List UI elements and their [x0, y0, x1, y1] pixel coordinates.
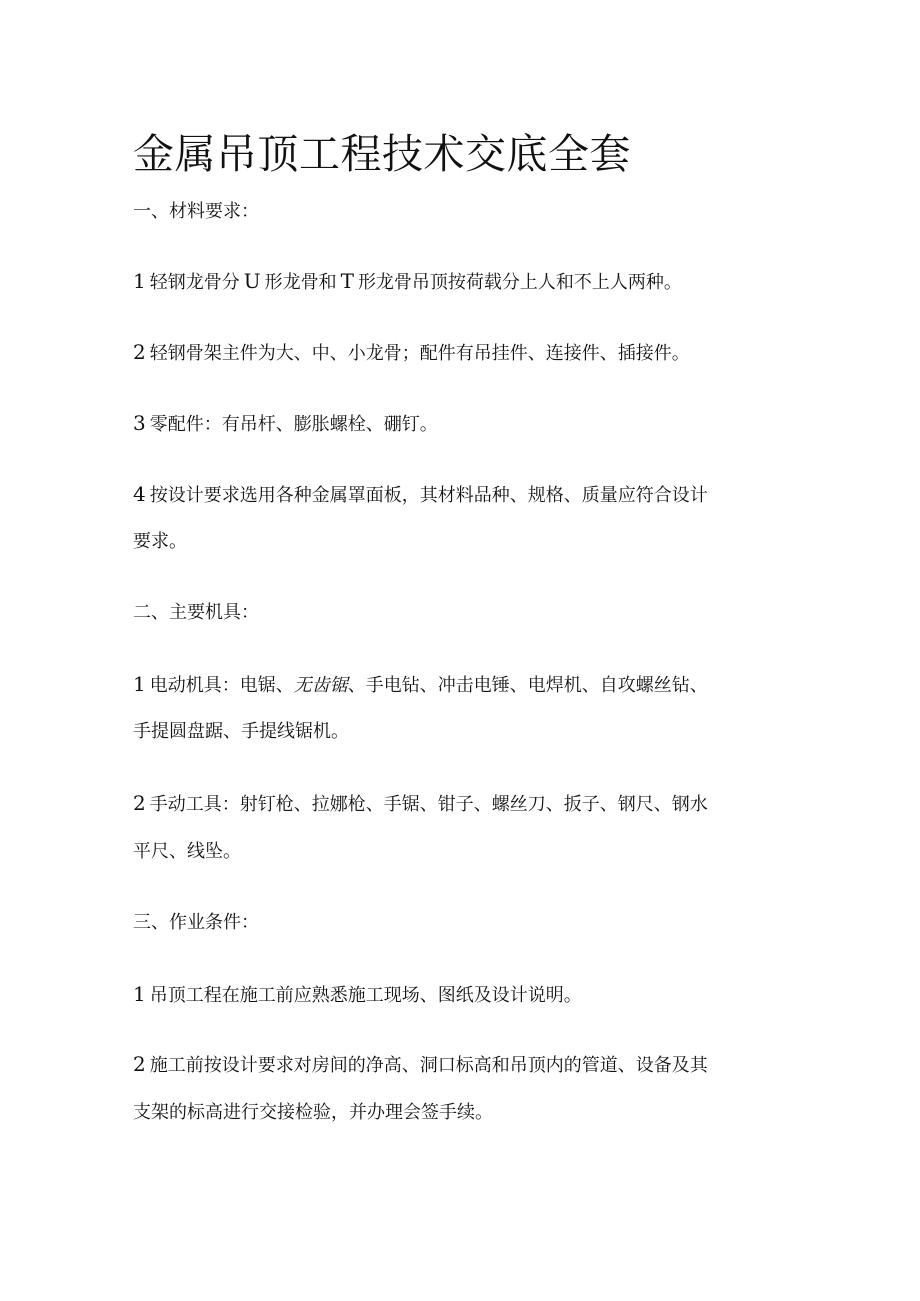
item-letter-t: T [340, 269, 354, 293]
conditions-item-2 [133, 1050, 793, 1078]
item-number: 2 [133, 1052, 146, 1076]
item-text: 、手电钻、冲击电锤、电焊机、自攻螺丝钻、 [347, 675, 708, 696]
tools-item-1 [133, 670, 793, 698]
item-text: 形龙骨吊顶按荷载分上人和不上人两种。 [357, 272, 682, 293]
item-number: 1 [133, 982, 146, 1006]
materials-item-2 [133, 338, 793, 366]
conditions-item-2-continued: 支架的标高进行交接检验，并办理会签手续。 [133, 1102, 493, 1123]
item-text: 施工前按设计要求对房间的净高、洞口标高和吊顶内的管道、设备及其 [149, 1055, 708, 1076]
item-number: 2 [133, 791, 146, 815]
tools-item-2 [133, 789, 793, 817]
item-letter-u: U [243, 269, 261, 293]
item-number: 1 [133, 672, 146, 696]
section-heading-conditions: 三、作业条件： [133, 912, 259, 933]
section-heading-materials: 一、材料要求： [133, 201, 259, 222]
item-text: 轻钢龙骨分 [149, 272, 240, 293]
materials-item-4-continued: 要求。 [133, 531, 187, 552]
item-number: 2 [133, 340, 146, 364]
materials-item-3 [133, 409, 793, 437]
materials-item-1 [133, 267, 793, 295]
item-text: 轻钢骨架主件为大、中、小龙骨；配件有吊挂件、连接件、插接件。 [149, 343, 690, 364]
item-number: 3 [133, 411, 146, 435]
document-title: 金属吊顶工程技术交底全套 [133, 130, 631, 178]
tools-item-1-continued: 手提圆盘踞、手提线锯机。 [133, 721, 349, 742]
item-number: 4 [133, 482, 146, 506]
item-text: 零配件：有吊杆、膨胀螺栓、硼钉。 [149, 414, 438, 435]
item-text: 形龙骨和 [264, 272, 337, 293]
tools-item-2-continued: 平尺、线坠。 [133, 841, 241, 862]
materials-item-4 [133, 480, 793, 508]
item-text-italic: 无齿锯 [293, 675, 348, 696]
item-text: 吊顶工程在施工前应熟悉施工现场、图纸及设计说明。 [149, 985, 582, 1006]
item-text: 按设计要求选用各种金属罩面板，其材料品种、规格、质量应符合设计 [149, 485, 708, 506]
conditions-item-1 [133, 980, 793, 1008]
item-text: 手动工具：射钉枪、拉娜枪、手锯、钳子、螺丝刀、扳子、钢尺、钢水 [149, 794, 708, 815]
item-text: 电动机具：电锯、 [149, 675, 294, 696]
item-number: 1 [133, 269, 146, 293]
section-heading-tools: 二、主要机具： [133, 602, 259, 623]
